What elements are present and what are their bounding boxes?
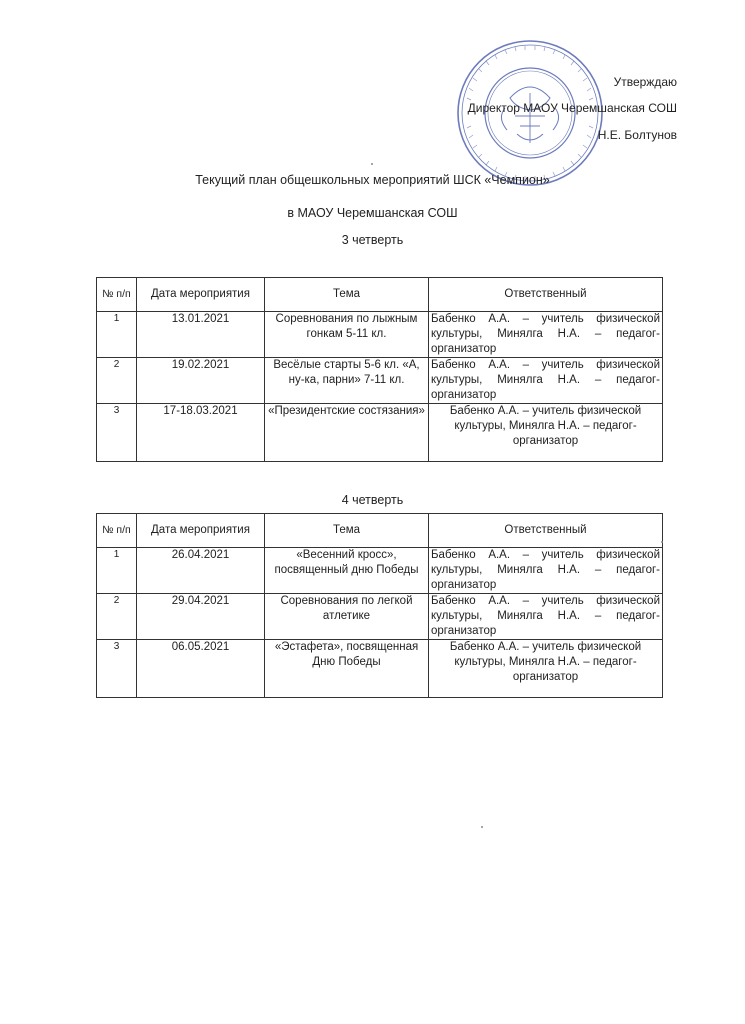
approval-label: Утверждаю bbox=[613, 75, 677, 89]
table-row bbox=[97, 358, 663, 404]
table-row bbox=[97, 640, 663, 698]
header-responsible: Ответственный bbox=[429, 278, 663, 312]
row-date: 26.04.2021 bbox=[137, 548, 265, 594]
row-num: 1 bbox=[97, 312, 137, 358]
table-row bbox=[97, 312, 663, 358]
table-header-row bbox=[97, 514, 663, 548]
row-topic: Соревнования по лыжным гонкам 5-11 кл. bbox=[265, 312, 429, 358]
row-responsible: Бабенко А.А. – учитель физической культуры, Минялга Н.А. – педагог-организатор bbox=[429, 594, 663, 640]
row-date: 29.04.2021 bbox=[137, 594, 265, 640]
row-num: 2 bbox=[97, 594, 137, 640]
row-responsible: Бабенко А.А. – учитель физической культуры, Минялга Н.А. – педагог-организатор bbox=[429, 640, 663, 698]
row-num: 3 bbox=[97, 640, 137, 698]
table-header-row bbox=[97, 278, 663, 312]
row-date: 06.05.2021 bbox=[137, 640, 265, 698]
scan-speck bbox=[371, 163, 373, 165]
row-responsible: Бабенко А.А. – учитель физической культуры, Минялга Н.А. – педагог-организатор bbox=[429, 404, 663, 462]
header-num: № п/п bbox=[97, 278, 137, 312]
approval-position: Директор МАОУ Черемшанская СОШ bbox=[467, 101, 677, 115]
header-responsible: Ответственный bbox=[429, 514, 663, 548]
approval-signatory: Н.Е. Болтунов bbox=[597, 128, 677, 142]
row-topic: «Эстафета», посвященная Дню Победы bbox=[265, 640, 429, 698]
row-responsible: Бабенко А.А. – учитель физической культуры, Минялга Н.А. – педагог-организатор bbox=[429, 312, 663, 358]
q3-events-table bbox=[96, 277, 663, 462]
quarter-3-heading: 3 четверть bbox=[341, 233, 404, 247]
row-date: 13.01.2021 bbox=[137, 312, 265, 358]
row-responsible: Бабенко А.А. – учитель физической культуры, Минялга Н.А. – педагог-организатор bbox=[429, 358, 663, 404]
table-row bbox=[97, 548, 663, 594]
scan-speck bbox=[481, 826, 483, 828]
row-topic: «Президентские состязания» bbox=[265, 404, 429, 462]
scan-speck bbox=[661, 541, 663, 543]
quarter-4-heading: 4 четверть bbox=[341, 493, 404, 507]
header-date: Дата мероприятия bbox=[137, 514, 265, 548]
q4-events-table bbox=[96, 513, 663, 698]
row-responsible: Бабенко А.А. – учитель физической культуры, Минялга Н.А. – педагог-организатор bbox=[429, 548, 663, 594]
document-subtitle: в МАОУ Черемшанская СОШ bbox=[287, 206, 458, 220]
header-topic: Тема bbox=[265, 278, 429, 312]
row-date: 17-18.03.2021 bbox=[137, 404, 265, 462]
header-topic: Тема bbox=[265, 514, 429, 548]
row-topic: Весёлые старты 5-6 кл. «А, ну-ка, парни» 7-11 кл. bbox=[265, 358, 429, 404]
row-topic: «Весенний кросс», посвященный дню Победы bbox=[265, 548, 429, 594]
row-topic: Соревнования по легкой атлетике bbox=[265, 594, 429, 640]
row-num: 2 bbox=[97, 358, 137, 404]
row-num: 1 bbox=[97, 548, 137, 594]
header-num: № п/п bbox=[97, 514, 137, 548]
document-title: Текущий план общешкольных мероприятий ШСК «Чемпион» bbox=[195, 173, 550, 187]
row-date: 19.02.2021 bbox=[137, 358, 265, 404]
table-row bbox=[97, 594, 663, 640]
row-num: 3 bbox=[97, 404, 137, 462]
table-row bbox=[97, 404, 663, 462]
header-date: Дата мероприятия bbox=[137, 278, 265, 312]
